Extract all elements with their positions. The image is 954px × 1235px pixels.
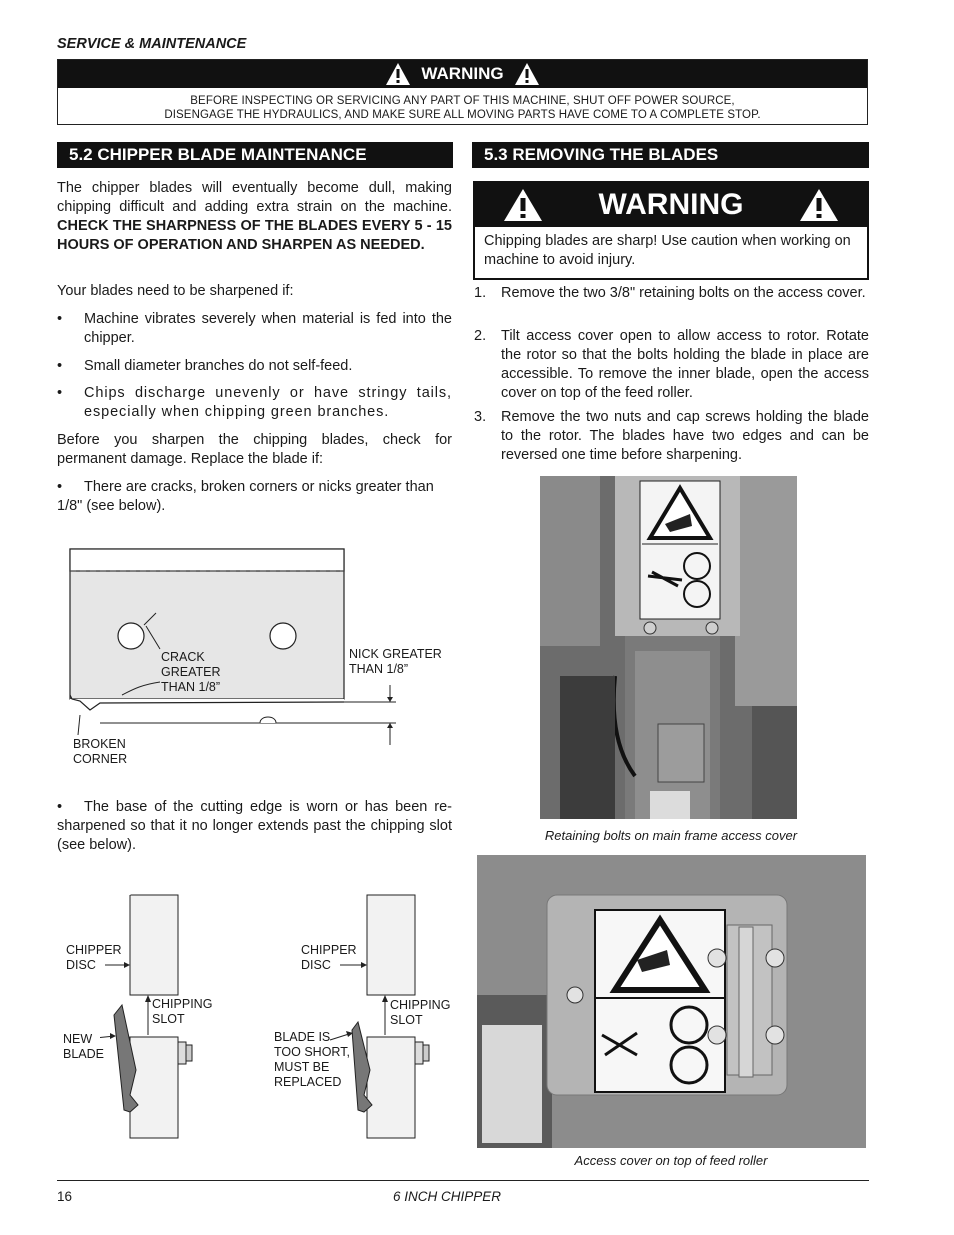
step-text: Tilt access cover open to allow access to rotor. Rotate the rotor so that the bolts holding the blade in place are accessible. To remove the inner blade, open the access cover on top of the feed roller. — [501, 328, 869, 401]
slot-label-line: SLOT — [390, 1013, 423, 1027]
slot-label-line: CHIPPING — [390, 998, 451, 1012]
short-blade-label-line: TOO SHORT, — [274, 1045, 350, 1059]
photo1-caption: Retaining bolts on main frame access cover — [544, 828, 798, 843]
crack-label-line: THAN 1/8” — [161, 680, 221, 694]
new-blade-label — [63, 1032, 104, 1062]
chipper-disc-label — [301, 943, 357, 973]
bullet-dot: • — [57, 311, 63, 327]
slot-label-line: CHIPPING — [152, 997, 213, 1011]
bullet-item — [57, 357, 452, 376]
crack-label-line: GREATER — [161, 665, 221, 679]
nick-label — [349, 647, 442, 677]
crack-label — [161, 650, 221, 695]
feed-roller-cover-photo — [477, 855, 866, 1148]
bullet-text: The base of the cutting edge is worn or has been re-sharpened so that it no longer extends past the chipping slot (see below). — [57, 799, 452, 853]
step-item — [474, 284, 869, 303]
short-blade-label-line: MUST BE — [274, 1060, 330, 1074]
bullet-dot: • — [57, 479, 63, 495]
step-text: Remove the two nuts and cap screws holding the blade to the rotor. The blades have two edges and can be reversed one time before sharpening. — [501, 409, 869, 463]
blade-warning-text: Chipping blades are sharp! Use caution when working on machine to avoid injury. — [484, 233, 851, 268]
step-text: Remove the two 3/8" retaining bolts on the access cover. — [501, 285, 866, 301]
bullet-dot: • — [57, 799, 63, 815]
before-paragraph: Before you sharpen the chipping blades, check for permanent damage. Replace the blade if: — [57, 432, 452, 467]
bullet-text: Machine vibrates severely when material is fed into the chipper. — [84, 311, 452, 346]
nick-label-line: NICK GREATER — [349, 647, 442, 661]
step-number: 3. — [474, 409, 487, 425]
new-blade-label-line: NEW — [63, 1032, 93, 1046]
bullet-item — [57, 310, 452, 348]
corner-label-line: CORNER — [73, 752, 128, 766]
photo2-caption: Access cover on top of feed roller — [574, 1153, 768, 1168]
chipper-disc-label — [66, 943, 122, 973]
disc-label-line: DISC — [301, 958, 331, 972]
bullet-text: Small diameter branches do not self-feed. — [84, 358, 353, 374]
warning-triangle-icon — [514, 62, 540, 86]
short-blade-label — [274, 1030, 350, 1090]
top-warning-bar — [58, 60, 867, 88]
chipping-slot-label — [390, 998, 450, 1028]
warning-triangle-icon — [385, 62, 411, 86]
corner-label-line: BROKEN — [73, 737, 126, 751]
top-warning-title: WARNING — [421, 64, 504, 83]
short-blade-label-line: BLADE IS — [274, 1030, 331, 1044]
top-warning-line1: BEFORE INSPECTING OR SERVICING ANY PART OF THIS MACHINE, SHUT OFF POWER SOURCE, — [190, 95, 735, 107]
broken-corner-label — [73, 737, 127, 767]
access-cover-photo — [540, 476, 797, 819]
section-5-2-heading: 5.2 CHIPPER BLADE MAINTENANCE — [57, 142, 453, 168]
intro-paragraph — [57, 179, 452, 255]
step-item — [474, 327, 869, 403]
warning-triangle-icon — [503, 188, 543, 222]
chipping-slot-diagram — [100, 890, 440, 1140]
footer-title: 6 INCH CHIPPER — [393, 1189, 502, 1204]
bullet-item — [57, 478, 452, 516]
intro-text: The chipper blades will eventually become dull, making chipping difficult and adding extra strain on the machine. — [57, 180, 452, 215]
step-number: 1. — [474, 285, 487, 301]
footer-rule — [57, 1180, 869, 1181]
disc-label-line: CHIPPER — [301, 943, 357, 957]
warning-triangle-icon — [799, 188, 839, 222]
new-blade-label-line: BLADE — [63, 1047, 104, 1061]
bullet-item — [57, 798, 452, 855]
bullet-item — [57, 384, 452, 422]
step-number: 2. — [474, 328, 487, 344]
top-warning-text — [58, 88, 867, 122]
blade-warning-bar — [475, 183, 867, 227]
section-5-3-heading: 5.3 REMOVING THE BLADES — [472, 142, 869, 168]
disc-label-line: CHIPPER — [66, 943, 122, 957]
intro-bold-text: CHECK THE SHARPNESS OF THE BLADES EVERY 5 - 15 HOURS OF OPERATION AND SHARPEN AS NEEDED. — [57, 218, 452, 253]
bullet-dot: • — [57, 385, 63, 401]
blade-warning-title: WARNING — [598, 188, 744, 221]
bullet-text: There are cracks, broken corners or nicks greater than 1/8" (see below). — [57, 479, 434, 514]
nick-label-line: THAN 1/8” — [349, 662, 409, 676]
chipping-slot-label — [152, 997, 212, 1027]
section-header: SERVICE & MAINTENANCE — [57, 36, 247, 52]
top-warning-line2: DISENGAGE THE HYDRAULICS, AND MAKE SURE ALL MOVING PARTS HAVE COME TO A COMPLETE STOP. — [164, 109, 761, 121]
top-warning-box — [57, 59, 868, 125]
blade-warning-box — [473, 181, 869, 280]
step-item — [474, 408, 869, 465]
page-number: 16 — [57, 1189, 73, 1204]
bullet-dot: • — [57, 358, 63, 374]
sharpen-if-text: Your blades need to be sharpened if: — [57, 283, 294, 299]
short-blade-label-line: REPLACED — [274, 1075, 342, 1089]
bullet-text: Chips discharge unevenly or have stringy tails, especially when chipping green branches. — [84, 385, 452, 420]
slot-label-line: SLOT — [152, 1012, 185, 1026]
disc-label-line: DISC — [66, 958, 96, 972]
crack-label-line: CRACK — [161, 650, 205, 664]
